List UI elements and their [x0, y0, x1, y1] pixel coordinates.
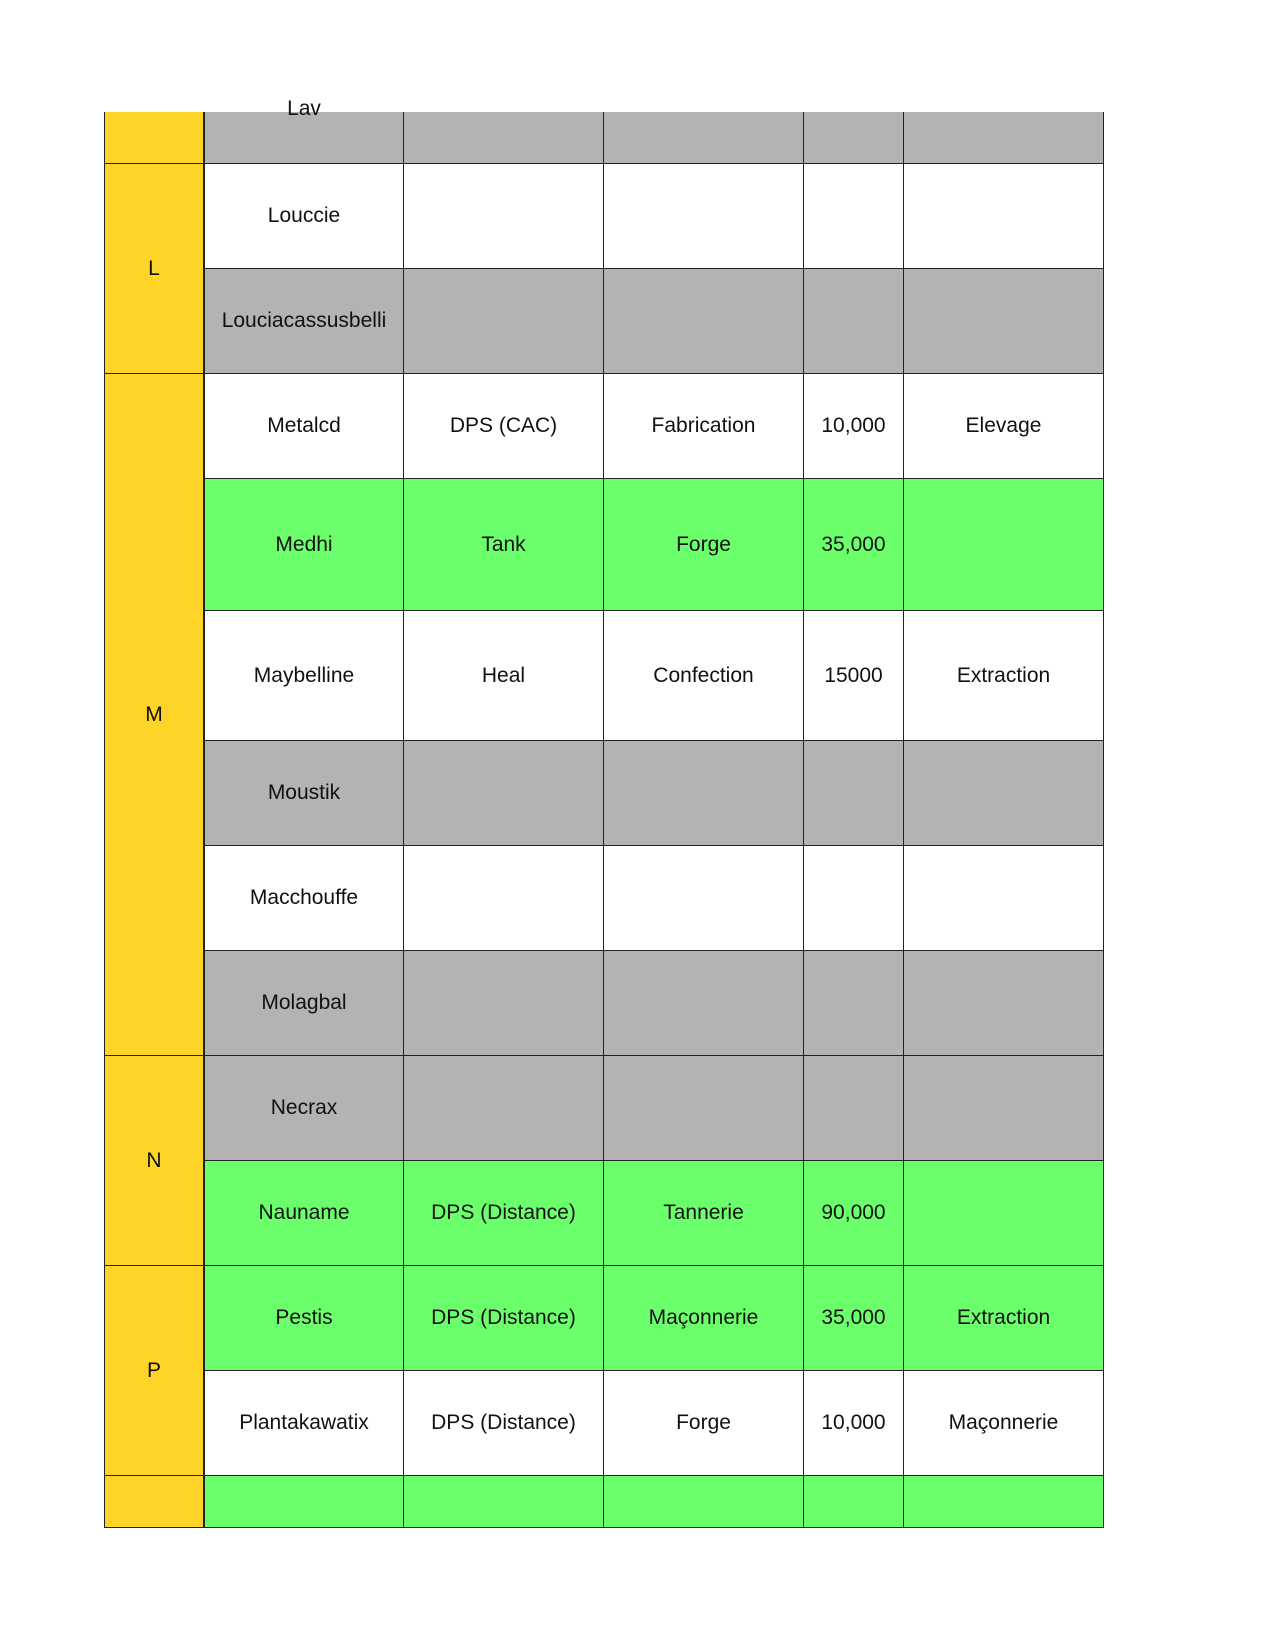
name-cell[interactable]: Molagbal	[204, 951, 404, 1056]
letter-group-cell[interactable]: N	[104, 1056, 204, 1266]
role-cell[interactable]: DPS (Distance)	[404, 1161, 604, 1266]
craft-cell[interactable]	[604, 164, 804, 269]
secondary-cell[interactable]: Extraction	[904, 1266, 1104, 1371]
secondary-cell[interactable]: Maçonnerie	[904, 1371, 1104, 1476]
name-cell[interactable]: Maybelline	[204, 611, 404, 741]
role-cell[interactable]	[404, 951, 604, 1056]
craft-cell[interactable]	[604, 741, 804, 846]
amount-cell[interactable]	[804, 741, 904, 846]
amount-cell[interactable]: 35,000	[804, 1266, 904, 1371]
secondary-cell[interactable]	[904, 846, 1104, 951]
name-cell[interactable]: Lav	[204, 112, 404, 164]
role-cell[interactable]	[404, 846, 604, 951]
amount-cell[interactable]: 90,000	[804, 1161, 904, 1266]
amount-cell[interactable]	[804, 269, 904, 374]
amount-cell[interactable]: 10,000	[804, 374, 904, 479]
amount-cell[interactable]	[804, 164, 904, 269]
role-cell[interactable]: DPS (Distance)	[404, 1266, 604, 1371]
letter-group-cell[interactable]	[104, 112, 204, 164]
secondary-cell[interactable]	[904, 164, 1104, 269]
name-cell[interactable]: Plantakawatix	[204, 1371, 404, 1476]
amount-cell[interactable]: 15000	[804, 611, 904, 741]
name-cell[interactable]: Pestis	[204, 1266, 404, 1371]
amount-cell[interactable]	[804, 1056, 904, 1161]
secondary-cell[interactable]	[904, 112, 1104, 164]
secondary-cell[interactable]: Extraction	[904, 611, 1104, 741]
amount-cell[interactable]	[804, 1476, 904, 1528]
craft-cell[interactable]	[604, 951, 804, 1056]
amount-cell[interactable]: 10,000	[804, 1371, 904, 1476]
letter-group-cell[interactable]: P	[104, 1266, 204, 1476]
role-cell[interactable]	[404, 112, 604, 164]
secondary-cell[interactable]	[904, 1476, 1104, 1528]
role-cell[interactable]: DPS (CAC)	[404, 374, 604, 479]
craft-cell[interactable]	[604, 112, 804, 164]
craft-cell[interactable]	[604, 1476, 804, 1528]
role-cell[interactable]: Tank	[404, 479, 604, 611]
name-cell[interactable]: Metalcd	[204, 374, 404, 479]
craft-cell[interactable]	[604, 846, 804, 951]
name-cell[interactable]: Nauname	[204, 1161, 404, 1266]
secondary-cell[interactable]	[904, 1056, 1104, 1161]
name-cell[interactable]: Louccie	[204, 164, 404, 269]
craft-cell[interactable]: Forge	[604, 1371, 804, 1476]
secondary-cell[interactable]	[904, 479, 1104, 611]
craft-cell[interactable]: Forge	[604, 479, 804, 611]
role-cell[interactable]	[404, 1476, 604, 1528]
craft-cell[interactable]: Fabrication	[604, 374, 804, 479]
craft-cell[interactable]	[604, 1056, 804, 1161]
spreadsheet-page	[104, 97, 1111, 1515]
role-cell[interactable]: DPS (Distance)	[404, 1371, 604, 1476]
name-cell[interactable]: Necrax	[204, 1056, 404, 1161]
name-cell[interactable]: Moustik	[204, 741, 404, 846]
role-cell[interactable]	[404, 741, 604, 846]
craft-cell[interactable]: Confection	[604, 611, 804, 741]
craft-cell[interactable]	[604, 269, 804, 374]
name-cell[interactable]: Macchouffe	[204, 846, 404, 951]
amount-cell[interactable]	[804, 951, 904, 1056]
amount-cell[interactable]	[804, 112, 904, 164]
secondary-cell[interactable]	[904, 269, 1104, 374]
name-cell[interactable]	[204, 1476, 404, 1528]
craft-cell[interactable]: Maçonnerie	[604, 1266, 804, 1371]
letter-group-cell[interactable]: M	[104, 374, 204, 1056]
name-cell[interactable]: Louciacassusbelli	[204, 269, 404, 374]
role-cell[interactable]	[404, 164, 604, 269]
amount-cell[interactable]	[804, 846, 904, 951]
role-cell[interactable]	[404, 269, 604, 374]
role-cell[interactable]: Heal	[404, 611, 604, 741]
letter-group-cell[interactable]	[104, 1476, 204, 1528]
role-cell[interactable]	[404, 1056, 604, 1161]
secondary-cell[interactable]	[904, 951, 1104, 1056]
amount-cell[interactable]: 35,000	[804, 479, 904, 611]
secondary-cell[interactable]	[904, 1161, 1104, 1266]
letter-group-cell[interactable]: L	[104, 164, 204, 374]
name-cell[interactable]: Medhi	[204, 479, 404, 611]
secondary-cell[interactable]: Elevage	[904, 374, 1104, 479]
craft-cell[interactable]: Tannerie	[604, 1161, 804, 1266]
secondary-cell[interactable]	[904, 741, 1104, 846]
